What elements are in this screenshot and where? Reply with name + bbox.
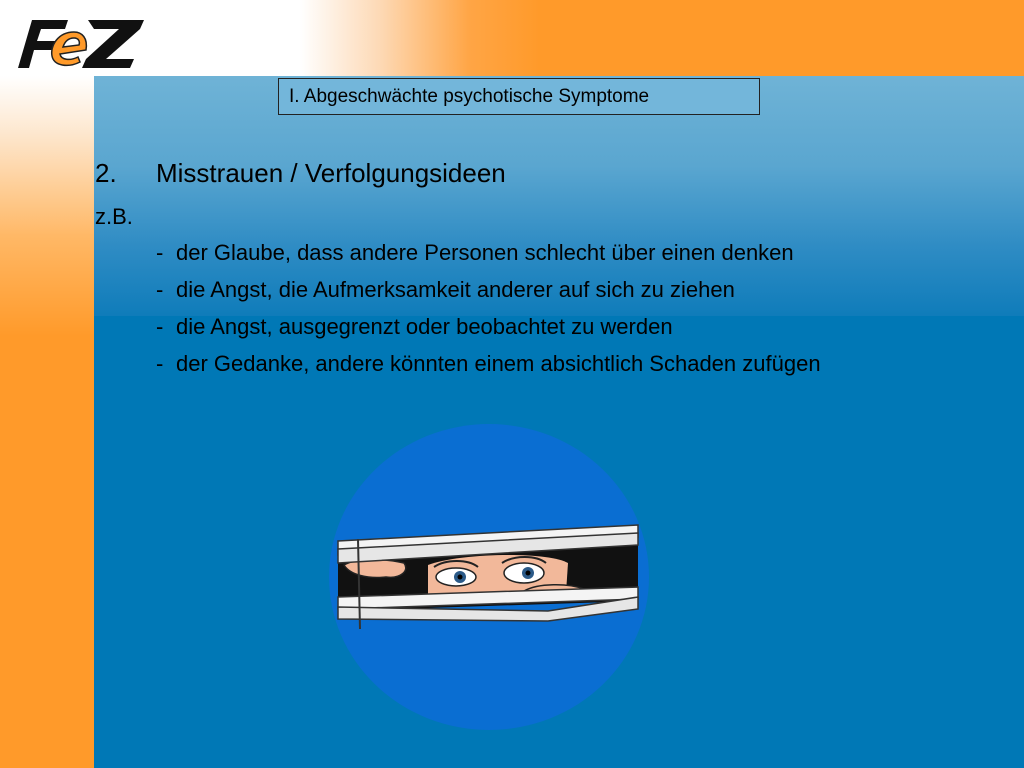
- bullet-item: [156, 240, 794, 266]
- peeking-eyes-through-blinds-icon: [328, 423, 650, 731]
- bullet-item: [156, 351, 821, 377]
- top-orange-band: [0, 0, 1024, 76]
- section-heading-text: Misstrauen / Verfolgungsideen: [156, 158, 506, 188]
- bullet-text: die Angst, die Aufmerksamkeit anderer auf sich zu ziehen: [176, 277, 735, 302]
- bullet-text: der Glaube, dass andere Personen schlecht über einen denken: [176, 240, 794, 265]
- section-heading: [95, 158, 506, 189]
- fez-logo: [6, 10, 146, 72]
- bullet-dash: -: [156, 240, 164, 265]
- bullet-dash: -: [156, 314, 164, 339]
- bullet-dash: -: [156, 277, 164, 302]
- bullet-text: der Gedanke, andere könnten einem absichtlich Schaden zufügen: [176, 351, 821, 376]
- logo-text: FeZ: [6, 10, 8, 11]
- section-number: 2.: [95, 158, 117, 188]
- left-orange-band: [0, 76, 94, 768]
- bullet-dash: -: [156, 351, 164, 376]
- bullet-item: [156, 314, 673, 340]
- slide-title: I. Abgeschwächte psychotische Symptome: [278, 78, 760, 115]
- bullet-text: die Angst, ausgegrenzt oder beobachtet zu werden: [176, 314, 673, 339]
- example-label: z.B.: [95, 204, 133, 229]
- bullet-item: [156, 277, 735, 303]
